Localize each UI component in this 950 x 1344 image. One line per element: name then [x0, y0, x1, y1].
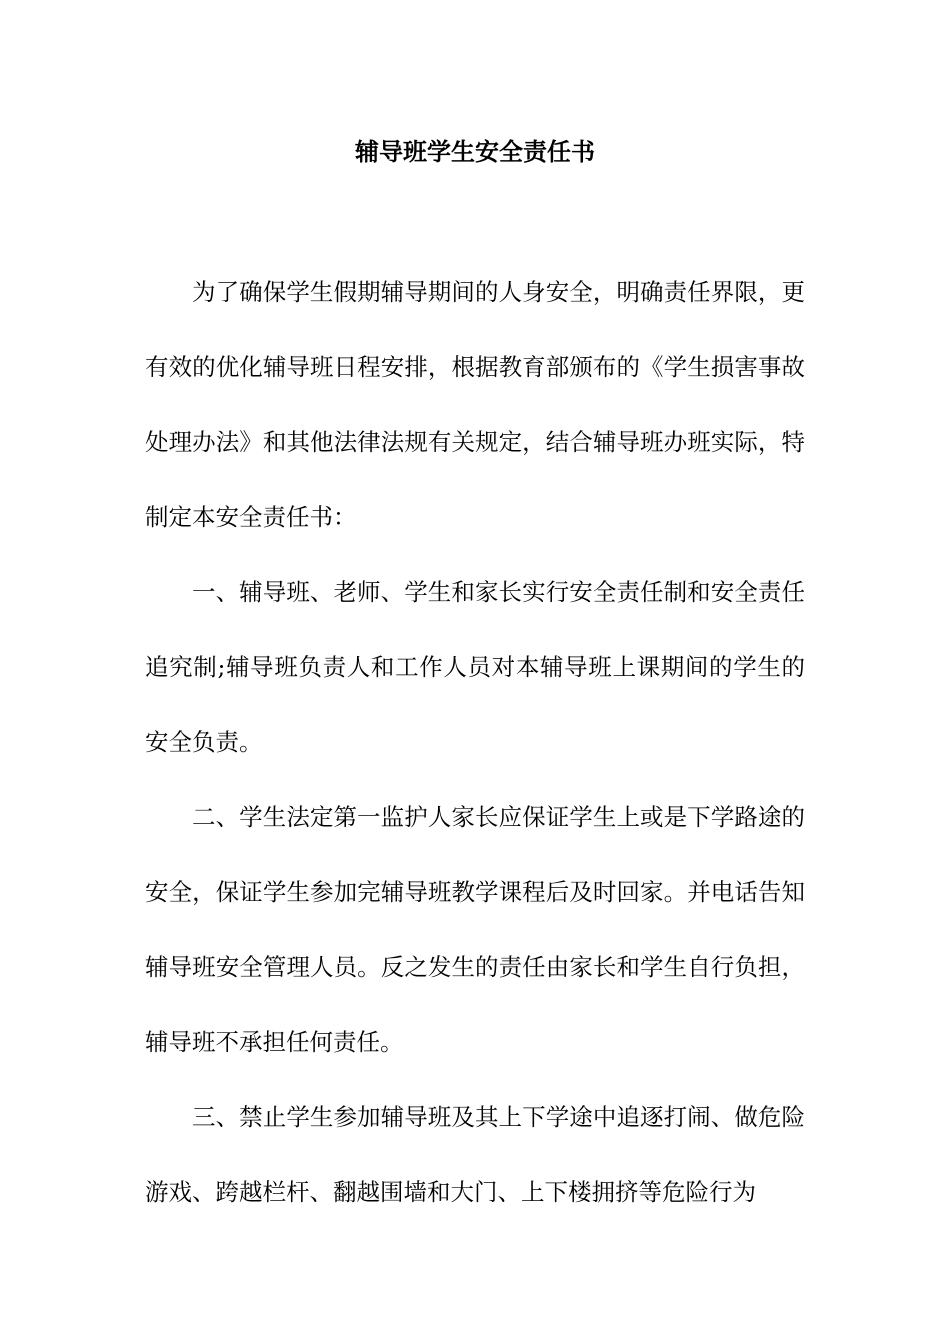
paragraph-clause-2: 二、学生法定第一监护人家长应保证学生上或是下学路途的安全，保证学生参加完辅导班教学课程后及时回家。并电话告知辅导班安全管理人员。反之发生的责任由家长和学生自行负担，辅导班不承担任何责任。: [145, 803, 805, 1056]
document-title: 辅导班学生安全责任书: [355, 137, 595, 166]
paragraph-clause-1: 一、辅导班、老师、学生和家长实行安全责任制和安全责任追究制;辅导班负责人和工作人员对本辅导班上课期间的学生的安全负责。: [145, 578, 805, 756]
paragraph-intro: 为了确保学生假期辅导期间的人身安全，明确责任界限，更有效的优化辅导班日程安排，根据教育部颁布的《学生损害事故处理办法》和其他法律法规有关规定，结合辅导班办班实际，特制定本安全责任书：: [145, 278, 805, 531]
paragraph-clause-3: 三、禁止学生参加辅导班及其上下学途中追逐打闹、做危险游戏、跨越栏杆、翻越围墙和大门、上下楼拥挤等危险行为: [145, 1103, 805, 1206]
document-body: [145, 255, 805, 1230]
